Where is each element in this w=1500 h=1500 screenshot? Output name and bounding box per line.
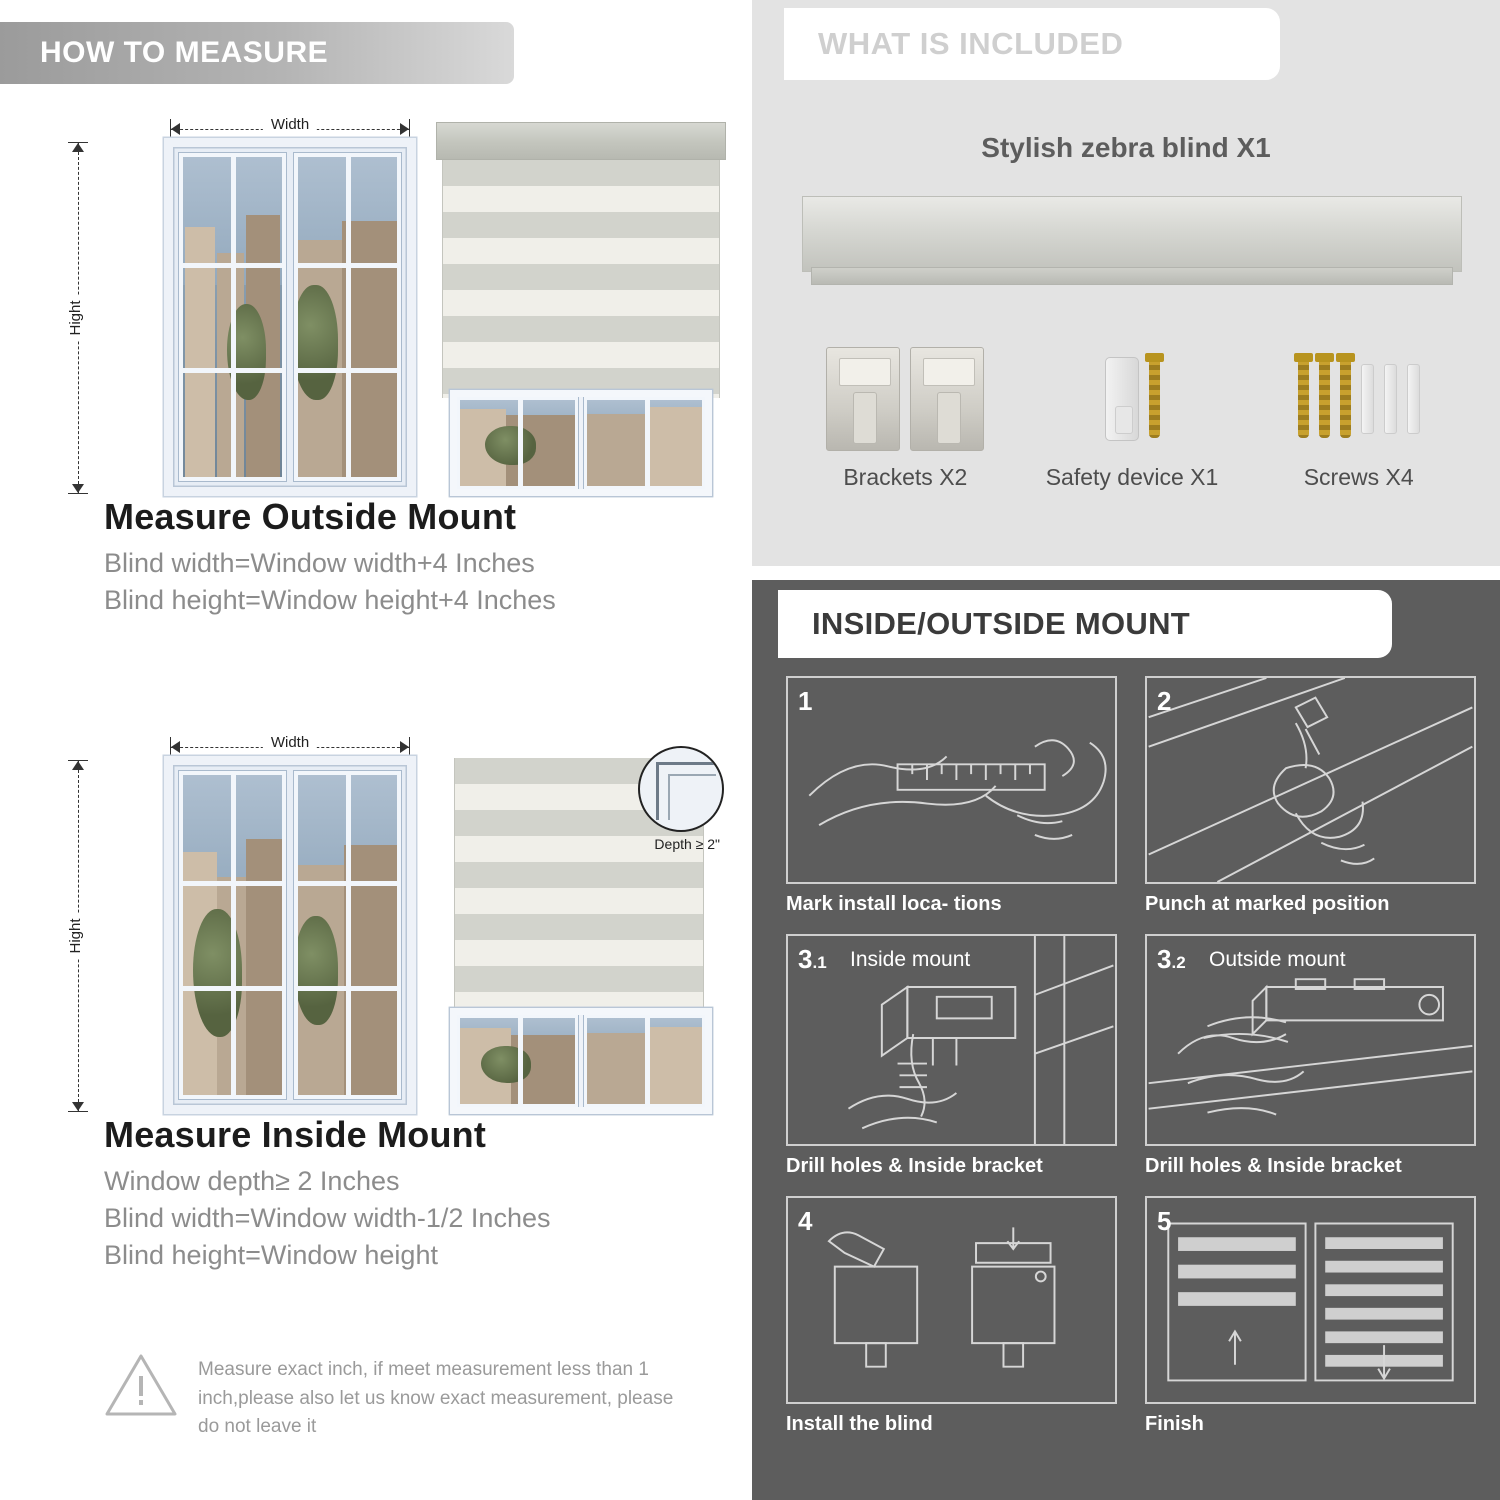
inside-mount-line-3: Blind height=Window height — [104, 1240, 438, 1270]
outside-height-dimension — [66, 142, 90, 494]
step-2-number: 2 — [1157, 686, 1172, 716]
how-to-measure-title: HOW TO MEASURE — [40, 36, 329, 69]
measurement-note — [104, 1352, 684, 1442]
outside-width-dimension — [170, 118, 410, 140]
inside-outside-mount-title: INSIDE/OUTSIDE MOUNT — [812, 606, 1191, 641]
step-1-caption: Mark install loca- tions — [786, 893, 1002, 915]
step-4 — [786, 1196, 1117, 1436]
step-3-2-inline-label: Outside mount — [1209, 948, 1346, 971]
window-illustration — [164, 138, 416, 496]
included-item-caption: Screws X4 — [1303, 464, 1414, 490]
inside-width-dimension — [170, 736, 410, 758]
step-1 — [786, 676, 1117, 916]
blind-window-below — [450, 390, 712, 496]
inside-mount-line-2: Blind width=Window width-1/2 Inches — [104, 1203, 551, 1233]
outside-width-label: Width — [263, 116, 317, 133]
installation-steps — [786, 676, 1476, 1436]
inside-mount-heading: Measure Inside Mount — [104, 1114, 487, 1155]
step-2-caption: Punch at marked position — [1145, 893, 1390, 915]
outside-mount-diagram — [60, 100, 720, 490]
step-1-illustration — [786, 676, 1117, 884]
included-blind-headrail-image — [802, 196, 1462, 272]
what-is-included-tab — [784, 8, 1280, 80]
step-3-2-caption: Drill holes & Inside bracket — [1145, 1155, 1402, 1177]
window-pane-right — [294, 153, 401, 481]
step-5-caption: Finish — [1145, 1413, 1204, 1435]
window-pane-left-inside — [179, 771, 286, 1099]
step-5 — [1145, 1196, 1476, 1436]
inside-mount-line-1: Window depth≥ 2 Inches — [104, 1166, 400, 1196]
step-1-number: 1 — [798, 686, 813, 716]
brackets-icon — [792, 340, 1019, 458]
included-item-caption: Brackets X2 — [843, 464, 968, 490]
step-3-2 — [1145, 934, 1476, 1178]
warning-icon — [104, 1352, 178, 1418]
step-2-illustration — [1145, 676, 1476, 884]
window-pane-right-inside — [294, 771, 401, 1099]
inside-outside-mount-panel — [752, 580, 1500, 1500]
included-item-caption: Safety device X1 — [1045, 464, 1219, 490]
step-5-illustration — [1145, 1196, 1476, 1404]
inside-mount-block — [0, 718, 742, 1277]
step-4-number: 4 — [798, 1206, 813, 1236]
inside-height-label: Hight — [65, 912, 86, 959]
blind-fabric — [442, 160, 720, 398]
outside-height-label: Hight — [65, 294, 86, 341]
measurement-note-text: Measure exact inch, if meet measurement less than 1 inch,please also let us know exact measurement, please do not leave it — [198, 1359, 674, 1437]
what-is-included-panel — [752, 0, 1500, 566]
blind-window-pane-right — [584, 397, 705, 489]
outside-mount-block — [0, 100, 742, 622]
step-3-1-caption: Drill holes & Inside bracket — [786, 1155, 1043, 1177]
inside-width-label: Width — [263, 734, 317, 751]
blind-window-pane-left — [457, 397, 578, 489]
outside-mount-heading: Measure Outside Mount — [104, 496, 517, 537]
step-2 — [1145, 676, 1476, 916]
outside-mount-line-1: Blind width=Window width+4 Inches — [104, 548, 535, 578]
inside-blind-pane-left — [457, 1015, 578, 1107]
inside-blind-pane-right — [584, 1015, 705, 1107]
inside-height-dimension — [66, 760, 90, 1112]
included-item-screws — [1245, 340, 1472, 491]
step-3-1-inline-label: Inside mount — [850, 948, 971, 971]
step-5-number: 5 — [1157, 1206, 1172, 1236]
how-to-measure-column — [0, 0, 742, 1500]
step-4-caption: Install the blind — [786, 1413, 933, 1435]
inside-blind-window-below — [450, 1008, 712, 1114]
step-4-illustration — [786, 1196, 1117, 1404]
inside-outside-mount-tab — [778, 590, 1392, 658]
blind-headrail — [436, 122, 726, 160]
depth-detail-circle — [638, 746, 724, 832]
how-to-measure-banner — [0, 22, 514, 84]
right-column — [742, 0, 1500, 1500]
inside-mount-blind-illustration — [436, 740, 726, 1114]
outside-mount-line-2: Blind height=Window height+4 Inches — [104, 585, 556, 615]
included-product-title: Stylish zebra blind X1 — [981, 132, 1271, 163]
screws-icon — [1245, 340, 1472, 458]
safety-device-icon — [1019, 340, 1246, 458]
included-item-safety-device — [1019, 340, 1246, 491]
step-3-1 — [786, 934, 1117, 1178]
inside-mount-diagram — [60, 718, 720, 1108]
step-3-1-illustration — [786, 934, 1117, 1146]
window-illustration-inside — [164, 756, 416, 1114]
depth-label: Depth ≥ 2" — [654, 836, 720, 852]
step-3-2-illustration — [1145, 934, 1476, 1146]
step-3-1-number: 3.1 — [798, 944, 827, 974]
included-items-row — [792, 340, 1472, 491]
what-is-included-title: WHAT IS INCLUDED — [818, 26, 1124, 61]
step-3-2-number: 3.2 — [1157, 944, 1186, 974]
outside-mount-blind-illustration — [436, 122, 726, 496]
window-pane-left — [179, 153, 286, 481]
included-item-brackets — [792, 340, 1019, 491]
